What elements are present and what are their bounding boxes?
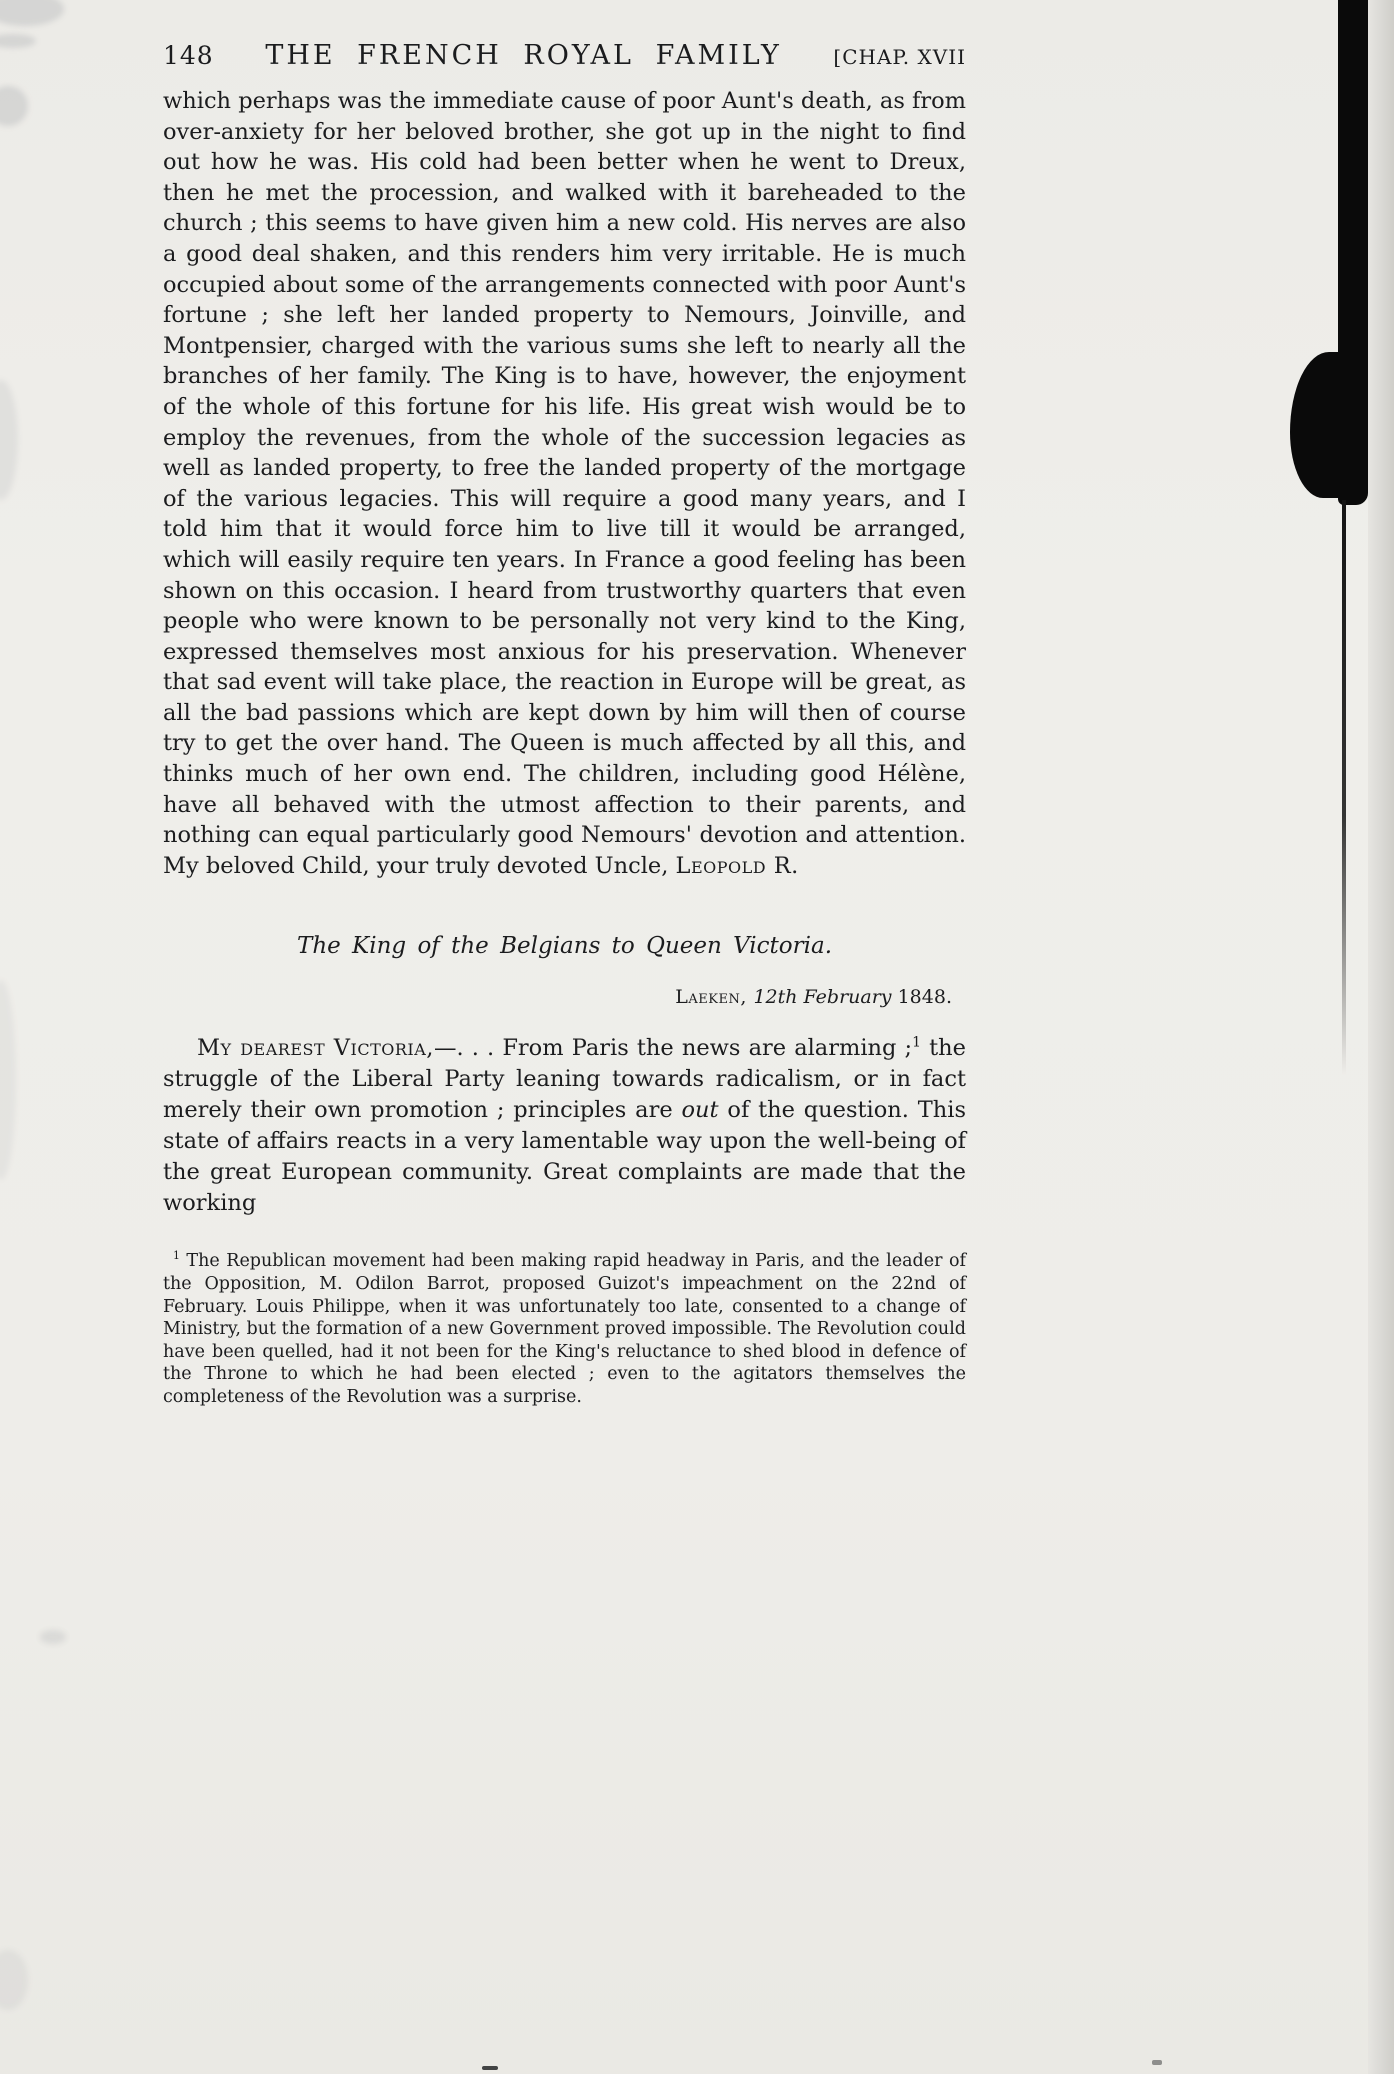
scan-artifact-smudge [0, 0, 64, 26]
chapter-ref: [CHAP. XVII [833, 45, 966, 69]
book-page [163, 40, 966, 1426]
letter-heading: The King of the Belgians to Queen Victoria. [296, 933, 833, 960]
page-number: 148 [163, 41, 214, 70]
scan-artifact-mark [482, 2066, 498, 2070]
letter-body-new: My dearest Victoria,—. . . From Paris the news are alarming ;$^1$ the struggle of the Liberal Party leaning towards radicalism, or in fact merely their own promotion ; principles are out of the question. This state of affairs reacts in a very lamentable way upon the well-being of the great European community. Great complaints are made that the working [163, 1034, 966, 1217]
scan-artifact-smudge [40, 1630, 66, 1644]
scan-artifact-thin-line [1342, 500, 1346, 1075]
page-edge-shadow [1368, 0, 1394, 2074]
running-header [163, 40, 966, 71]
footnote: $^1$ The Republican movement had been making rapid headway in Paris, and the leader of the Opposition, M. Odilon Barrot, proposed Guizot's impeachment on the 22nd of February. Louis Philippe, when it was unfortunately too late, consented to a change of Ministry, but the formation of a new Government proved impossible. The Revolution could have been quelled, had it not been for the King's reluctance to shed blood in defence of the Throne to which he had been elected ; even to the agitators themselves the completeness of the Revolution was a surprise. [163, 1249, 966, 1407]
scan-artifact-smudge [0, 34, 36, 48]
scan-artifact-smudge [0, 980, 16, 1180]
scan-artifact-smudge [0, 1950, 28, 2010]
running-title: THE FRENCH ROYAL FAMILY [265, 40, 782, 71]
scan-artifact-smudge [0, 380, 18, 500]
scan-artifact-ink-blob [1290, 352, 1350, 498]
scan-artifact-mark [1152, 2060, 1162, 2065]
letter-dateline: Laeken, 12th February 1848. [675, 986, 952, 1009]
scan-artifact-smudge [0, 86, 28, 126]
letter-body-previous: which perhaps was the immediate cause of poor Aunt's death, as from over-anxiety for her beloved brother, she got up in the night to find out how he was. His cold had been better when he went to Dreux, then he met the procession, and walked with it bareheaded to the church ; this seems to have given him a new cold. His nerves are also a good deal shaken, and this renders him very irritable. He is much occupied about some of the arrangements connected with poor Aunt's fortune ; she left her landed property to Nemours, Joinville, and Montpensier, charged with the various sums she left to nearly all the branches of her family. The King is to have, however, the enjoyment of the whole of this fortune for his life. His great wish would be to employ the revenues, from the whole of the succession legacies as well as landed property, to free the landed property of the mortgage of the various legacies. This will require a good many years, and I told him that it would force him to live till it would be arranged, which will easily require ten years. In France a good feeling has been shown on this occasion. I heard from trustworthy quarters that even people who were known to be personally not very kind to the King, expressed themselves most anxious for his preservation. Whenever that sad event will take place, the reaction in Europe will be great, as all the bad passions which are kept down by him will then of course try to get the over hand. The Queen is much affected by all this, and thinks much of her own end. The children, including good Hélène, have all behaved with the utmost affection to their parents, and nothing can equal particularly good Nemours' devotion and attention. My beloved Child, your truly devoted Uncle, Leopold R. [163, 88, 966, 879]
